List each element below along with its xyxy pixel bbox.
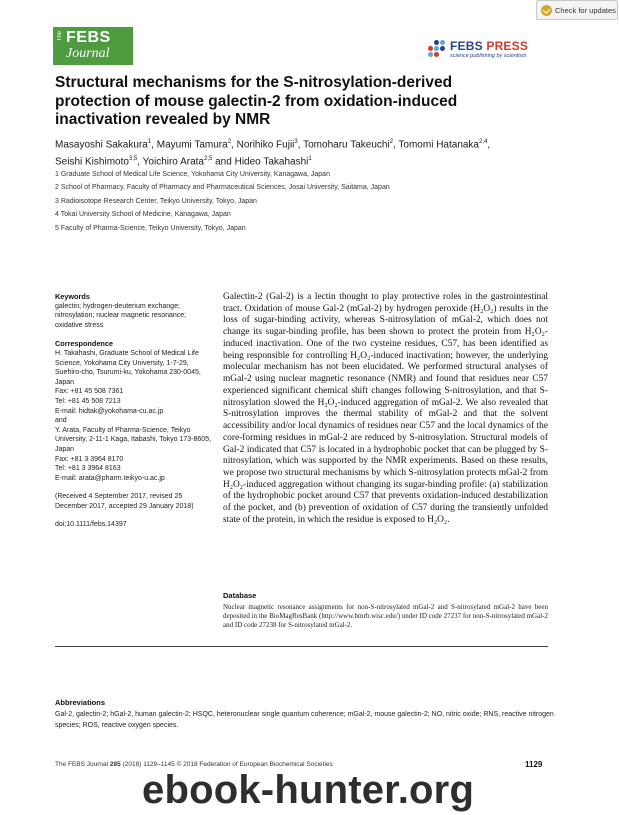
author-name: Mayumi Tamura [156,139,228,151]
article-sidebar [55,292,215,539]
affiliation-item: 3 Radioisotope Research Center, Teikyo University, Tokyo, Japan [55,197,257,205]
correspondence-line: Fax: +81 3 3964 8170 [55,455,124,463]
journal-logo-febs: FEBS [66,29,111,46]
affiliation-item: 5 Faculty of Pharma-Science, Teikyo University, Tokyo, Japan [55,224,246,232]
author-affiliation-mark: 3 [294,139,298,145]
author-affiliation-mark: 3,5 [128,156,138,163]
affiliation-item: 1 Graduate School of Medical Life Science, Yokohama City University, Kanagawa, Japan [55,171,330,178]
received-dates: (Received 4 September 2017, revised 25 December 2017, accepted 29 January 2018) [55,493,194,510]
affiliation-item: 2 School of Pharmacy, Faculty of Pharmacy and Pharmaceutical Sciences, Josai University, Saitama, Japan [55,184,390,192]
abbreviations-text: Gal-2, galectin-2; hGal-2, human galectin-2; HSQC, heteronuclear single quantum coherence; mGal-2, mouse galectin-2; NO, nitric oxide; RNS, reactive nitrogen species; ROS, reactive oxygen species. [55,711,554,729]
author-name: Hideo Takahashi [234,156,309,168]
article-title: Structural mechanisms for the S-nitrosylation-derived protection of mouse galectin-2 from oxidation-induced inactivation revealed by NMR [55,74,458,128]
footer-citation [55,761,333,768]
febs-journal-logo [53,27,133,65]
correspondence-email[interactable]: E-mail: hidtak@yokohama-cu.ac.jp [55,407,164,415]
database-heading: Database [223,591,257,600]
press-name-febs: FEBS [450,39,483,53]
author-name: Yoichiro Arata [142,156,204,168]
author-separator: , [231,139,237,151]
author-separator: , [137,156,143,168]
author-affiliation-mark: 2,5 [204,156,213,163]
database-section [223,591,548,631]
abbreviations-section [55,698,555,731]
footer-volume: 285 [109,761,121,768]
correspondence-line: and [55,417,67,425]
correspondence-line: H. Takahashi, Graduate School of Medical Life Science, Yokohama City University, 1-7-29, Suehiro-cho, Tsurumi-ku, Yokohama 230-0045, Japan [55,349,201,386]
author-affiliation-mark: 2 [227,139,232,145]
check-for-updates-label: Check for updates [555,5,616,15]
abbreviations-heading: Abbreviations [55,698,106,707]
author-separator: , [297,139,304,151]
watermark-text: ebook-hunter.org [142,768,475,812]
press-name-press: PRESS [486,39,529,53]
author-name: Seishi Kishimoto [55,156,129,168]
correspondence-line: Y. Arata, Faculty of Pharma-Science, Teikyo University, 2-11-1 Kaga, Itabashi, Tokyo 173-8605, Japan [55,426,212,453]
author-affiliation-mark: 1 [308,156,312,163]
keywords-heading: Keywords [55,292,90,301]
author-name: Norihiko Fujii [236,139,295,151]
footer-rest: (2018) 1129–1145 © 2018 Federation of European Biochemical Societies [122,761,333,768]
check-badge-icon [541,5,552,16]
affiliation-list [55,168,535,235]
correspondence-line: Tel: +81 3 3964 8163 [55,465,121,473]
febs-press-name [450,39,528,53]
database-text: Nuclear magnetic resonance assignments for non-S-nitrosylated mGal-2 and S-nitrosylated mGal-2 have been deposited in the BioMagResBank (http://www.bmrb.wisc.edu/) under ID code 27237 for non-S-nitrosylated mGal-2 and ID code 27238 for S-nitrosylated mGal-2. [223,603,548,630]
author-name: Tomoharu Takeuchi [303,139,390,151]
correspondence-email[interactable]: E-mail: arata@pharm.teikyo-u.ac.jp [55,474,165,482]
journal-logo-journal: Journal [66,46,110,61]
correspondence-heading: Correspondence [55,339,113,349]
febs-press-dots-icon [428,40,446,58]
febs-press-logo [428,38,542,62]
febs-press-tagline: science publishing by scientists [450,53,527,59]
correspondence-block [55,339,215,483]
affiliation-item: 4 Tokai University School of Medicine, Kanagawa, Japan [55,211,231,219]
author-list [55,135,515,170]
author-affiliation-mark: 1 [147,139,152,145]
author-separator: , [393,139,399,151]
author-affiliation-mark: 2 [389,139,394,145]
author-name: Masayoshi Sakakura [55,139,148,151]
author-separator: , [151,139,157,151]
doi-link[interactable]: doi:10.1111/febs.14397 [55,521,127,529]
section-divider [55,646,548,647]
correspondence-line: Fax: +81 45 508 7361 [55,388,124,396]
journal-logo-the: The [57,31,63,42]
keywords-text: galectin; hydrogen-deuterium exchange; nitrosylation; nuclear magnetic resonance; oxidative stress [55,302,187,329]
author-affiliation-mark: 2,4 [479,139,488,145]
abstract-text: Galectin-2 (Gal-2) is a lectin thought to play protective roles in the gastrointestinal tract. Oxidation of mouse Gal-2 (mGal-2) by hydrogen peroxide (H₂O₂) results in the loss of sugar-binding activity, whereas S-nitrosylation of mGal-2, which does not change its sugar-binding profile, has been shown to protect the protein from H₂O₂-induced inactivation. One of the two cysteine residues, C57, has been identified as being responsible for controlling H₂O₂-induced inactivation; however, the underlying molecular mechanism has not been elucidated. We performed structural analyses of mGal-2 using nuclear magnetic resonance (NMR) and found that residues near C57 experienced significant chemical shift changes following S-nitrosylation, and that S-nitrosylation slowed the H₂O₂-induced aggregation of mGal-2. We also revealed that S-nitrosylation improves the thermal stability of mGal-2 and that the solvent accessibility and/or local dynamics of residues near C57 and the local dynamics of the core-forming residues in mGal-2 are reduced by S-nitrosylation. Structural models of Gal-2 indicated that C57 is located in a hydrophobic pocket that can be plugged by S-nitrosylation, which was supported by the NMR experiments. Based on these results, we propose two structural mechanisms by which S-nitrosylation protects mGal-2 from H₂O₂-induced aggregation without changing its sugar-binding profile: (a) stabilization of the hydrophobic pocket around C57 that prevents oxidation-induced destabilization of the pocket, and (b) prevention of oxidation of C57 during the transiently unfolded state of the protein, in which the residue is exposed to H₂O₂. [223,292,548,525]
author-separator: and [212,156,235,168]
keywords-block [55,292,215,330]
author-name: Tomomi Hatanaka [398,139,479,151]
check-for-updates-button[interactable] [536,0,618,20]
correspondence-line: Tel: +81 45 508 7213 [55,397,121,405]
footer-journal: The FEBS Journal [55,761,109,768]
author-separator: , [487,139,491,151]
page-number: 1129 [525,760,543,769]
